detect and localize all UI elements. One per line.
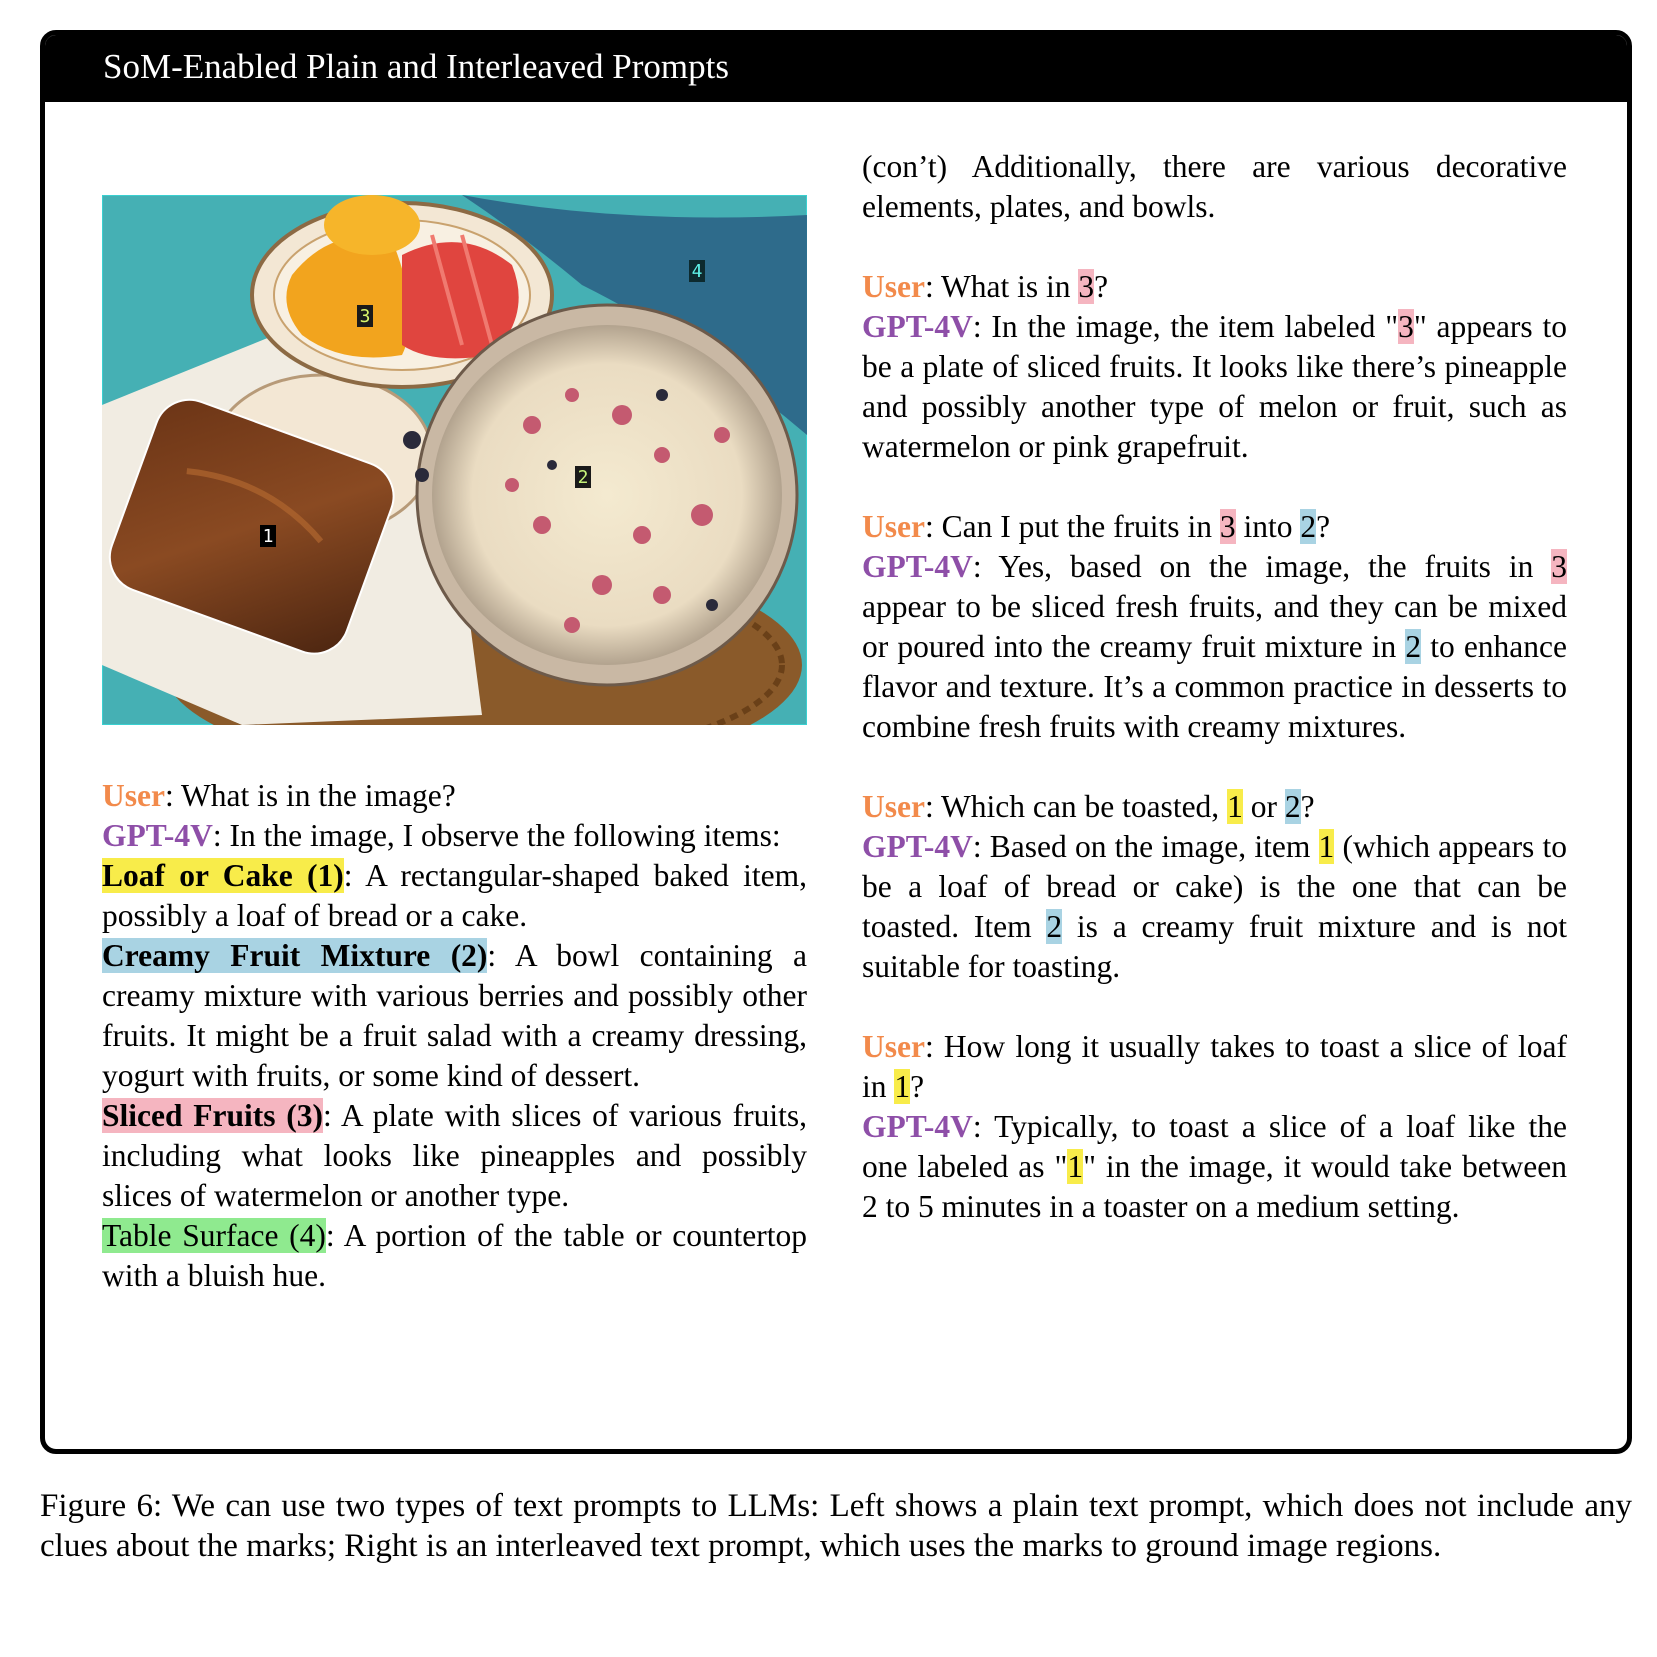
turn-4-user: User: How long it usually takes to toast a slice of loaf in 1? bbox=[862, 1029, 1567, 1104]
item-table: Table Surface (4): A portion of the table or countertop with a bluish hue. bbox=[102, 1218, 807, 1293]
continued-text: (con’t) Additionally, there are various decorative elements, plates, and bowls. bbox=[862, 149, 1567, 224]
mark-ref: 1 bbox=[1318, 829, 1335, 864]
mark-ref: 1 bbox=[1227, 789, 1243, 824]
turn-3-gpt: GPT-4V: Based on the image, item 1 (which appears to be a loaf of bread or cake) is the one that can be toasted. Item 2 is a creamy fruit mixture and is not suitable for toasting. bbox=[862, 829, 1568, 984]
gpt-label: GPT-4V bbox=[102, 818, 213, 853]
food-photo bbox=[102, 195, 807, 725]
figure-caption: Figure 6: We can use two types of text prompts to LLMs: Left shows a plain text prompt, which does not include any clues about the marks; Right is an interleaved text prompt, which uses the marks to ground image regions. bbox=[40, 1488, 1632, 1564]
turn-4-gpt: GPT-4V: Typically, to toast a slice of a loaf like the one labeled as "1" in the image, it would take between 2 to 5 minutes in a toaster on a medium setting. bbox=[862, 1109, 1567, 1224]
turn-1-gpt: GPT-4V: In the image, the item labeled "3" appears to be a plate of sliced fruits. It looks like there’s pineapple and possibly another type of melon or fruit, such as watermelon or pink grapefruit. bbox=[862, 309, 1567, 464]
item-title: Loaf or Cake (1) bbox=[102, 858, 344, 893]
mark-ref: 3 bbox=[1398, 309, 1414, 344]
prompt-panel bbox=[40, 30, 1632, 1454]
mark-3 bbox=[357, 305, 373, 327]
turn-1-user: User: What is in 3? bbox=[862, 269, 1109, 304]
item-title: Creamy Fruit Mixture (2) bbox=[102, 938, 488, 973]
turn-2-gpt: GPT-4V: Yes, based on the image, the fruits in 3 appear to be sliced fresh fruits, and they can be mixed or poured into the creamy fruit mixture in 2 to enhance flavor and texture. It’s a common practice in desserts to combine fresh fruits with creamy mixtures. bbox=[862, 549, 1567, 744]
item-sliced: Sliced Fruits (3): A plate with slices of various fruits, including what looks like pineapples and possibly slices of watermelon or another type. bbox=[102, 1098, 808, 1213]
interleaved-prompt bbox=[862, 147, 1567, 1227]
mark-1 bbox=[260, 525, 276, 547]
mark-ref: 1 bbox=[894, 1069, 911, 1104]
mark-1-label: 1 bbox=[262, 526, 274, 547]
item-title: Table Surface (4) bbox=[102, 1218, 326, 1253]
mark-4-label: 4 bbox=[691, 261, 703, 282]
mark-ref: 1 bbox=[1067, 1149, 1084, 1184]
mark-2 bbox=[575, 466, 591, 488]
mark-ref: 3 bbox=[1551, 549, 1567, 584]
plain-user-turn: User: What is in the image? bbox=[102, 778, 456, 813]
panel-header bbox=[45, 35, 1627, 102]
mark-3-label: 3 bbox=[359, 306, 371, 327]
mark-ref: 2 bbox=[1284, 789, 1301, 824]
turn-2-user: User: Can I put the fruits in 3 into 2? bbox=[862, 509, 1331, 544]
item-creamy: Creamy Fruit Mixture (2): A bowl containing a creamy mixture with various berries and possibly other fruits. It might be a fruit salad with a creamy dressing, yogurt with fruits, or some kind of dessert. bbox=[102, 938, 807, 1093]
item-title: Sliced Fruits (3) bbox=[102, 1098, 324, 1133]
mark-ref: 2 bbox=[1405, 629, 1422, 664]
plain-prompt bbox=[102, 776, 807, 1296]
mark-ref: 2 bbox=[1046, 909, 1063, 944]
panel-title: SoM-Enabled Plain and Interleaved Prompts bbox=[103, 47, 729, 86]
item-loaf: Loaf or Cake (1): A rectangular-shaped baked item, possibly a loaf of bread or a cake. bbox=[102, 858, 808, 933]
turn-3-user: User: Which can be toasted, 1 or 2? bbox=[862, 789, 1315, 824]
creamy-mixture bbox=[432, 325, 782, 665]
mark-ref: 3 bbox=[1078, 269, 1095, 304]
mark-ref: 2 bbox=[1300, 509, 1317, 544]
user-label: User bbox=[102, 778, 165, 813]
mark-ref: 3 bbox=[1219, 509, 1236, 544]
mark-2-label: 2 bbox=[577, 467, 589, 488]
plain-gpt-turn: GPT-4V: In the image, I observe the following items: bbox=[102, 818, 781, 853]
mark-4 bbox=[689, 260, 705, 282]
